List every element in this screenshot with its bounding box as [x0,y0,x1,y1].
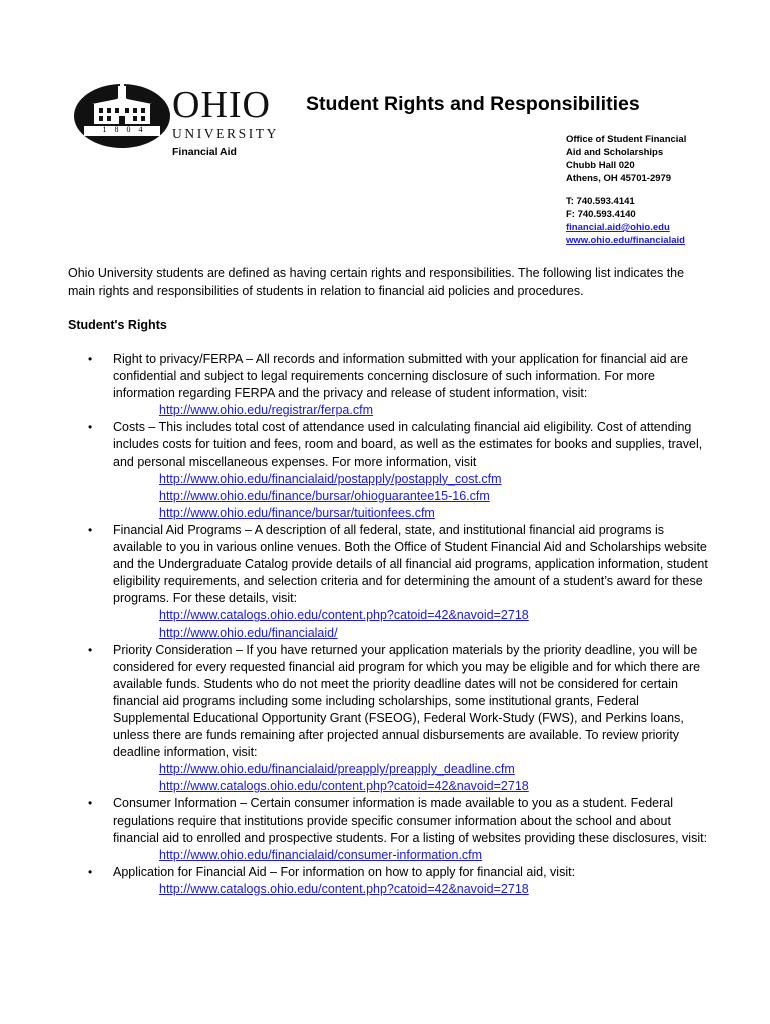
rights-item-links [113,402,708,419]
rights-item-text: Financial Aid Programs – A description of all federal, state, and institutional financial aid programs is available to you in various online venues. Both the Office of Student Financial Aid and Scholarships website and the Undergraduate Catalog provide details of all financial aid programs, application information, student eligibility requirements, and selection criteria and for determining the amount of a student’s award for these programs. For these details, visit: [113,522,708,606]
reference-link[interactable]: http://www.catalogs.ohio.edu/content.php?catoid=42&navoid=2718 [159,608,529,623]
rights-item-links [113,847,708,864]
bullet-icon: • [88,642,93,657]
office-address-line: Aid and Scholarships [566,147,664,158]
reference-link[interactable]: http://www.ohio.edu/financialaid/consumer-information.cfm [159,847,483,862]
rights-item-links [113,471,708,522]
bullet-icon: • [88,796,93,811]
reference-link[interactable]: http://www.ohio.edu/financialaid/preapply/preapply_deadline.cfm [159,762,515,777]
rights-list-item [68,864,708,898]
rights-list-item [68,522,708,642]
rights-item-links [113,607,708,641]
logo-university-text: UNIVERSITY [172,126,279,141]
rights-list-item [68,795,708,863]
office-address-line: Chubb Hall 020 [566,160,635,171]
reference-link[interactable]: http://www.catalogs.ohio.edu/content.php?catoid=42&navoid=2718 [159,881,529,896]
bullet-icon: • [88,522,93,537]
reference-link[interactable]: http://www.catalogs.ohio.edu/content.php?catoid=42&navoid=2718 [159,779,529,794]
bullet-icon: • [88,864,93,879]
rights-item-text: Consumer Information – Certain consumer information is made available to you as a student. Federal regulations require that institutions provide specific consumer information about the school and about financial aid to enrolled and prospective students. For a listing of websites providing these disclosures, visit: [113,796,708,845]
reference-link[interactable]: http://www.ohio.edu/financialaid/ [159,625,338,640]
rights-item-text: Right to privacy/FERPA – All records and information submitted with your application for financial aid are confidential and subject to legal requirements concerning disclosure of such information. For more information regarding FERPA and the privacy and release of student information, visit: [113,352,689,401]
cutler-hall-seal-icon [72,80,172,150]
rights-list-item [68,419,708,522]
logo-year: 1 8 0 4 [102,125,146,134]
office-address-line: Office of Student Financial [566,134,687,145]
rights-item-text: Application for Financial Aid – For information on how to apply for financial aid, visit: [113,864,576,879]
office-fax: F: 740.593.4140 [566,209,636,220]
department-label: Financial Aid [172,146,237,158]
office-address-line: Athens, OH 45701-2979 [566,173,672,184]
office-address [566,133,686,185]
rights-item-text: Priority Consideration – If you have returned your application materials by the priority deadline, you will be considered for every requested financial aid program for which you may be eligible and for which there are available funds. Students who do not meet the priority deadline dates will not be considered for certain financial aid programs including some including scholarships, some institutional grants, Federal Supplemental Educational Opportunity Grant (FSEOG), Federal Work-Study (FWS), and Perkins loans, unless there are funds remaining after projected annual disbursements are available. To review priority deadline information, visit: [113,642,701,760]
reference-link[interactable]: http://www.ohio.edu/finance/bursar/tuitionfees.cfm [159,505,435,520]
logo-ohio-text: OHIO [172,84,271,126]
rights-item-text: Costs – This includes total cost of attendance used in calculating financial aid eligibility. Cost of attending includes costs for tuition and fees, room and board, as well as the estimates for books and supplies, travel, and personal miscellaneous expenses. For more information, visit [113,420,703,469]
rights-list-item [68,642,708,796]
bullet-icon: • [88,420,93,435]
rights-list-item [68,351,708,419]
office-contact-block [566,133,686,247]
rights-item-links [113,881,708,898]
reference-link[interactable]: http://www.ohio.edu/finance/bursar/ohioguarantee15-16.cfm [159,488,490,503]
students-rights-heading: Student's Rights [68,318,167,332]
bullet-icon: • [88,352,93,366]
office-email-link[interactable]: financial.aid@ohio.edu [566,222,670,233]
office-phone: T: 740.593.4141 [566,196,635,207]
students-rights-list [68,351,708,898]
intro-paragraph: Ohio University students are defined as having certain rights and responsibilities. The following list indicates the main rights and responsibilities of students in relation to financial aid policies and procedures. [68,266,685,298]
rights-item-links [113,761,708,795]
reference-link[interactable]: http://www.ohio.edu/registrar/ferpa.cfm [159,403,373,418]
reference-link[interactable]: http://www.ohio.edu/financialaid/postapply/postapply_cost.cfm [159,471,502,486]
office-website-link[interactable]: www.ohio.edu/financialaid [566,235,685,246]
document-title: Student Rights and Responsibilities [306,93,640,115]
